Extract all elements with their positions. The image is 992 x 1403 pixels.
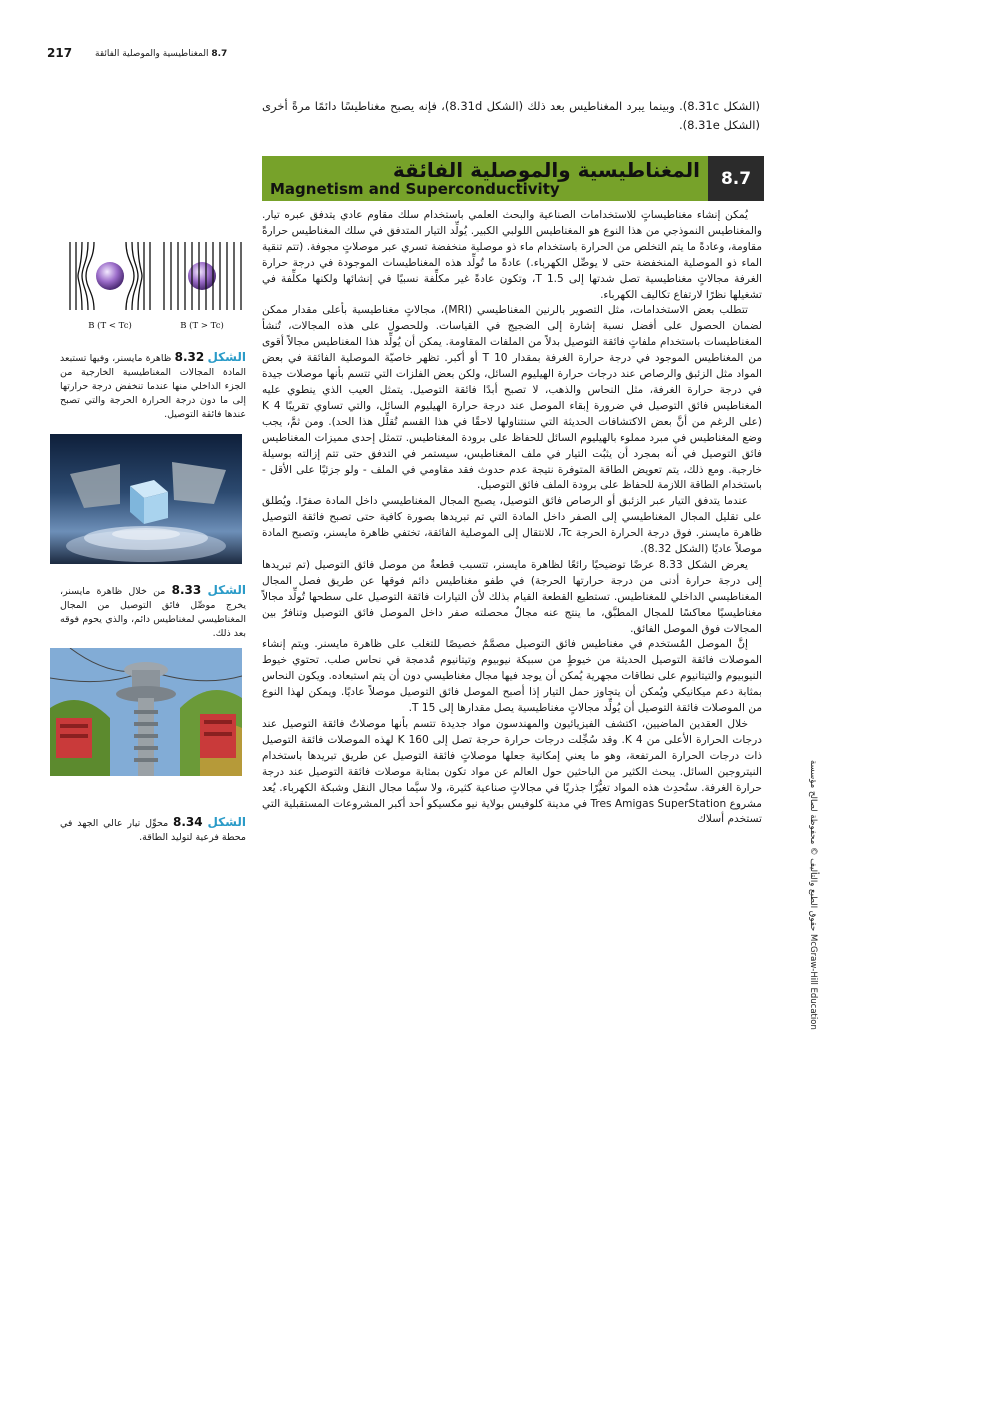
copyright-text: حقوق الطبع والتأليف © محفوظة لصالح مؤسسة McGraw-Hill Education [808,760,818,1030]
paragraph: تتطلب بعض الاستخدامات، مثل التصوير بالرنين المغناطيسي (MRI)، مجالاتٍ مغناطيسية بأعلى مقدار ممكن لضمان الحصول على أفضل نسبة إشارة إلى الضجيج في القياسات. وللحصول على هذه المجالات، تُنشأ المغناطيسات باستخدام ملفاتٍ فائقة التوصيل بدلاً من الملفات المقاومة. يمكن أن يُولِّد هذا المغناطيس مجالاً أقوى من المغناطيس الموجود في درجة حرارة الغرفة بمقدار 10 T أو أكبر. تظهر خاصيّة الموصلية الفائقة في بعض المواد مثل الزئبق والرصاص عند درجات حرارة الهيليوم السائل، ولكن بعض الفلزات التي تتسم بأنها موصلات جيدة في درجة حرارة الغرفة، مثل النحاس والذهب، لا تصبح أبدًا فائقة التوصيل. يتمثل العيب الذي ينطوي عليه المغناطيس فائق التوصيل في ضرورة إبقاء الموصل عند درجة حرارة الهيليوم السائل، والتي تساوي تقريبًا 4 K (على الرغم من أنَّ بعض الاكتشافات الحديثة التي سنتناولها لاحقًا في هذا القسم تُقلِّل هذا الحد). ومن ثمَّ، يجب وضع المغناطيس في مبرد مملوء بالهيليوم السائل للحفاظ على برودة المغناطيس. تتمثل إحدى مميزات المغناطيس فائق التوصيل في أنه بمجرد أن يثبُت التيار في ملف المغناطيس، سيستمر في التدفق حتى تتم إزالته بوسيلة خارجية. ومع ذلك، يتم تعويض الطاقة المتوفرة نتيجة عدم حدوث فقد مقاومي في الملف - ولو جزئيًا على الأقل - باستخدام الطاقة اللازمة للحفاظ على برودة الملف فائق التوصيل. [262,304,762,492]
caption-number: 8.33 [171,583,202,597]
caption-label: الشكل [207,583,246,597]
levitation-photo [50,434,242,564]
caption-fig-8-33 [60,583,246,641]
caption-text: محوِّل تيار عالي الجهد في محطة فرعية لتوليد الطاقة. [60,818,246,843]
intro-paragraph: (الشكل 8.31c). وبينما يبرد المغناطيس بعد ذلك (الشكل 8.31d)، فإنه يصبح مغناطيسًا دائمًا مرةً أخرى (الشكل 8.31e). [262,99,760,132]
banner-section-number: 8.7 [708,156,764,201]
caption-number: 8.32 [174,350,205,364]
superconductor-sphere [96,262,124,290]
transformer-photo [50,648,242,776]
banner-title-english: Magnetism and Superconductivity [270,180,560,198]
running-section-number: 8.7 [211,49,228,59]
caption-label: الشكل [207,815,246,829]
caption-text: ظاهرة مايسنر، وفيها تستبعد المادة المجالات المغناطيسية الخارجية من الجزء الداخلي منها عندما تنخفض درجة حرارتها إلى ما دون درجة الحرارة الحرجة والتي تصبح عندها فائقة التوصيل. [60,353,246,420]
right-panel-label: B (T > Tc) [180,321,224,331]
meissner-diagram-svg [62,240,248,332]
running-section-title: المغناطيسية والموصلية الفائقة [95,49,209,59]
paragraph: يُمكن إنشاء مغناطيساتٍ للاستخدامات الصناعية والبحث العلمي باستخدام سلك مقاوم عادي يتدفق عبره تيار. والمغناطيس النموذجي من هذا النوع هو المغناطيس اللولبي الكبير. يُولِّد التيار المتدفق في سلك المغناطيس حرارةً مقاومة، وعادةً ما يتم التخلص من الحرارة باستخدام ماء ذو موصلية منخفضة تسري عبر موصلاتٍ مجوفة. (تتم تنقية الماء ذو الموصلية المنخفضة حتى لا يوصِّل الكهرباء.) عادةً ما تُولِّد هذه المغناطيسات الموجودة في درجة حرارة الغرفة مجالاتٍ مغناطيسية تصل شدتها إلى 1.5 T، وتكون عادةً غير مكلِّفة نسبيًا في إنشائها ولكنها مكلِّفة في تشغيلها نظرًا لارتفاع تكاليف الكهرباء. [262,209,762,301]
caption-text: من خلال ظاهرة مايسنر، يخرج موصِّل فائق التوصيل من المجال المغناطيسي لمغناطيس دائم، والذي يحوم فوقه بعد ذلك. [60,586,246,639]
body-text [262,208,762,828]
page-number: 217 [47,46,73,60]
paragraph: يعرض الشكل 8.33 عرضًا توضيحيًا رائعًا لظاهرة مايسنر، تتسبب قطعةٌ من موصل فائق التوصيل (تم تبريدها إلى درجة حرارة أدنى من درجة حرارتها الحرجة) في طفو مغناطيس دائم فوقها عن طريق فصل المجال المغناطيسي الداخلي للمغناطيس. تستطيع القطعة القيام بذلك لأن التيارات فائقة التوصيل على سطحها تُولِّد مجالاً مغناطيسيًا معاكسًا للمجال المطبَّق، ما ينتج عنه مجالٌ محصلته صفر داخل الموصل فائق التوصيل وتنافرٌ بين المجالات فوق الموصل الفائق. [262,558,762,635]
meissner-diagram [62,240,248,332]
caption-fig-8-34 [60,815,246,845]
section-banner [262,156,764,201]
running-header [95,49,231,59]
paragraph: عندما يتدفق التيار عبر الزئبق أو الرصاص فائق التوصيل، يصبح المجال المغناطيسي داخل المادة صفرًا. ويُطلق على تقليل المجال المغناطيسي إلى الصفر داخل المادة التي تم تبريدها بصورة كافية حتى تصبح فائقة التوصيل ظاهرة مايسنر. فوق درجة الحرارة الحرجة Tc، للانتقال إلى الموصلية الفائقة، تختفي ظاهرة مايسنر، وتصبح المادة موصلاً عاديًا (الشكل 8.32). [262,495,763,556]
caption-number: 8.34 [173,815,203,829]
paragraph: خلال العقدين الماضيين، اكتشف الفيزيائيون والمهندسون مواد جديدة تتسم بأنها موصلاتٌ فائقة التوصيل عند درجات الحرارة الأعلى من 4 K. وقد سُجِّلت درجات حرارة حرجة تصل إلى 160 K لهذه الموصلات فائقة التوصيل ذات درجات الحرارة المرتفعة، وهو ما يعني إمكانية جعلها موصلاتٍ فائقة التوصيل عن طريق تبريدها باستخدام النيتروجين السائل. يبحث الكثير من الباحثين حول العالم عن مواد تكون بمثابة موصلات فائقة التوصيل عند درجة حرارة الغرفة. ستُحدِث هذه المواد تغيُّرًا جذريًا في مجالاتٍ صناعية كثيرة، ولا سيَّما مجال النقل وشبكة الكهرباء. يُعد مشروع Tres Amigas SuperStation في مدينة كلوفيس بولاية نيو مكسيكو أحد أكبر المشروعات المستقبلية التي تستخدم أسلاك [262,718,762,826]
levitation-illustration [50,434,242,564]
caption-fig-8-32 [60,350,246,422]
paragraph: إنَّ الموصل المُستخدم في مغناطيس فائق التوصيل مصمَّمٌ خصيصًا للتغلب على ظاهرة مايسنر. ويتم إنشاء الموصلات فائقة التوصيل الحديثة من خيوطٍ من سبيكة نيوبيوم وتيتانيوم مُدمجة في نحاس صلب. تحتوي خيوط النيوبيوم والتيتانيوم على نطاقات مجهرية يُمكن أن يوجد فيها مجال مغناطيسي دون أن يتم استبعاده. ويكون النحاس بمثابة دعم ميكانيكي ويُمكن أن يتجاوز حمل التيار إذا أصبح الموصل فائق التوصيل موصلاً عاديًا. ويمكن لهذا النوع من الموصلات فائقة التوصيل أن يُولِّد مجالاتٍ مغناطيسية يصل مقدارها إلى 15 T. [262,638,762,715]
transformer-illustration [50,648,242,776]
left-panel-label: B (T < Tc) [88,321,132,331]
caption-label: الشكل [207,350,246,364]
banner-title-arabic: المغناطيسية والموصلية الفائقة [392,158,700,182]
